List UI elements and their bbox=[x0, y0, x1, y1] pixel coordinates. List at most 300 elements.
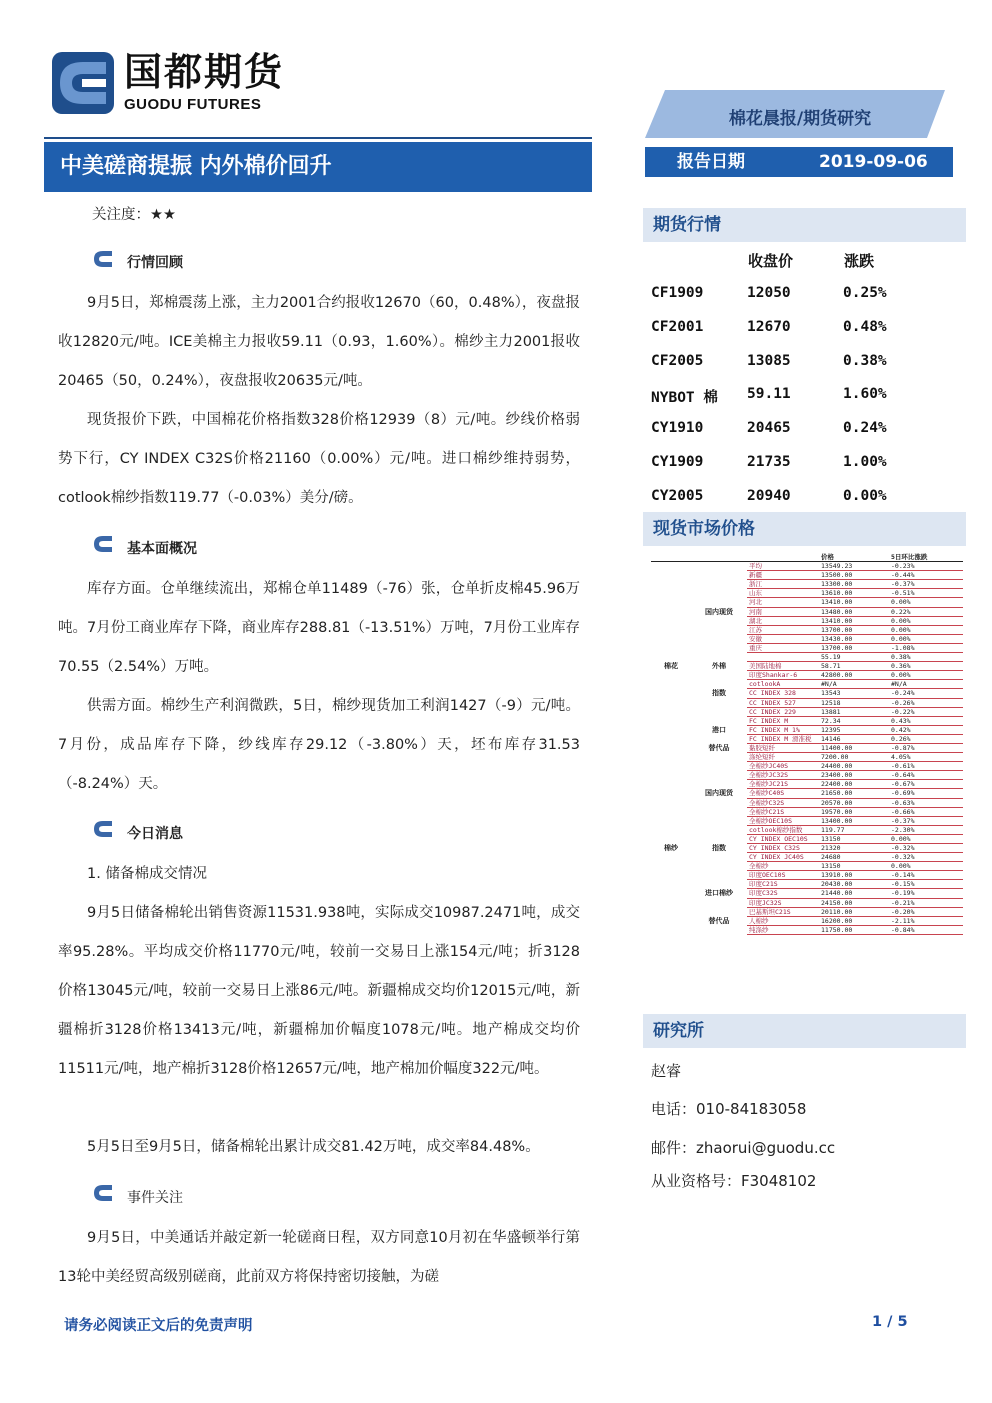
spot-item-name: 江苏 bbox=[747, 625, 819, 634]
spot-category bbox=[651, 643, 689, 652]
futures-code: CF2001 bbox=[651, 318, 704, 335]
futures-close: 12670 bbox=[747, 318, 791, 335]
section-title-news: 今日消息 bbox=[127, 826, 183, 842]
spot-change: 0.00% bbox=[889, 671, 963, 680]
spot-change: -0.23% bbox=[889, 562, 963, 571]
spot-group bbox=[689, 580, 747, 589]
spot-row bbox=[651, 880, 963, 889]
futures-close: 20465 bbox=[747, 420, 791, 437]
spot-group bbox=[689, 634, 747, 643]
spot-change: 0.22% bbox=[889, 607, 963, 616]
spot-item-name: 浙江 bbox=[747, 580, 819, 589]
spot-price: 13300.00 bbox=[819, 580, 889, 589]
spot-category bbox=[651, 653, 689, 662]
spot-group bbox=[689, 598, 747, 607]
futures-row bbox=[651, 488, 951, 508]
spot-item-name: 人棉纱 bbox=[747, 916, 819, 925]
spot-change: -0.26% bbox=[889, 698, 963, 707]
spot-category bbox=[651, 680, 689, 689]
spot-change: -0.32% bbox=[889, 844, 963, 853]
spot-item-name: 印度OEC10S bbox=[747, 871, 819, 880]
futures-row bbox=[651, 386, 951, 406]
spot-header-row bbox=[651, 553, 963, 562]
analyst-email: 邮件：zhaorui@guodu.cc bbox=[651, 1139, 836, 1157]
spot-item-name: 山东 bbox=[747, 589, 819, 598]
futures-col-change: 涨跌 bbox=[844, 252, 875, 270]
futures-row bbox=[651, 285, 951, 305]
spot-change: -0.51% bbox=[889, 589, 963, 598]
spot-price: 13549.23 bbox=[819, 562, 889, 571]
report-title: 中美磋商提振 内外棉价回升 bbox=[44, 142, 592, 192]
spot-category bbox=[651, 589, 689, 598]
spot-item-name: 湖北 bbox=[747, 616, 819, 625]
spot-row bbox=[651, 625, 963, 634]
futures-change: 1.60% bbox=[843, 386, 887, 403]
futures-row bbox=[651, 454, 951, 474]
spot-category bbox=[651, 689, 689, 698]
section-title-events: 事件关注 bbox=[127, 1190, 183, 1206]
spot-category bbox=[651, 798, 689, 807]
futures-change: 0.00% bbox=[843, 487, 887, 504]
spot-item-name: 涤纶短纤 bbox=[747, 753, 819, 762]
spot-change: -0.22% bbox=[889, 707, 963, 716]
spot-row bbox=[651, 680, 963, 689]
spot-price: 21320 bbox=[819, 844, 889, 853]
spot-category bbox=[651, 925, 689, 934]
spot-row bbox=[651, 907, 963, 916]
spot-row bbox=[651, 616, 963, 625]
spot-col-price: 价格 bbox=[819, 553, 889, 562]
spot-row bbox=[651, 689, 963, 698]
spot-item-name: 全棉纱JC21S bbox=[747, 780, 819, 789]
spot-price: 24400.00 bbox=[819, 762, 889, 771]
analyst-phone: 电话：010-84183058 bbox=[651, 1100, 807, 1118]
spot-item-name: 全棉纱JC40S bbox=[747, 762, 819, 771]
spot-change: -0.37% bbox=[889, 816, 963, 825]
spot-row bbox=[651, 562, 963, 571]
spot-row bbox=[651, 898, 963, 907]
spot-change: -0.67% bbox=[889, 780, 963, 789]
spot-change: 0.26% bbox=[889, 734, 963, 743]
spot-row bbox=[651, 662, 963, 671]
spot-change: -0.63% bbox=[889, 798, 963, 807]
spot-row bbox=[651, 834, 963, 843]
spot-price: 119.77 bbox=[819, 825, 889, 834]
guodu-logo-mark bbox=[52, 52, 114, 114]
spot-row bbox=[651, 780, 963, 789]
events-paragraph: 9月5日，中美通话并敲定新一轮磋商日程，双方同意10月初在华盛顿举行第13轮中美经贸高级别磋商，此前双方将保持密切接触，为磋 bbox=[58, 1230, 580, 1285]
spot-row bbox=[651, 653, 963, 662]
spot-price: 12518 bbox=[819, 698, 889, 707]
section-bullet-icon bbox=[92, 250, 114, 268]
spot-group bbox=[689, 925, 747, 934]
spot-item-name bbox=[747, 653, 819, 662]
spot-category bbox=[651, 616, 689, 625]
spot-heading: 现货市场价格 bbox=[643, 512, 966, 546]
spot-row bbox=[651, 753, 963, 762]
spot-group bbox=[689, 816, 747, 825]
spot-category bbox=[651, 598, 689, 607]
spot-group bbox=[689, 771, 747, 780]
spot-item-name: 美国陆地棉 bbox=[747, 662, 819, 671]
futures-change: 1.00% bbox=[843, 454, 887, 470]
futures-change: 0.38% bbox=[843, 352, 887, 369]
spot-price: 13881 bbox=[819, 707, 889, 716]
spot-change: -0.32% bbox=[889, 853, 963, 862]
spot-price-table bbox=[651, 553, 963, 1005]
spot-row bbox=[651, 762, 963, 771]
spot-price: 13480.00 bbox=[819, 607, 889, 616]
spot-category bbox=[651, 753, 689, 762]
news-subtitle: 1. 储备棉成交情况 bbox=[87, 866, 207, 882]
spot-price: 13500.00 bbox=[819, 571, 889, 580]
spot-row bbox=[651, 844, 963, 853]
spot-row bbox=[651, 571, 963, 580]
spot-row bbox=[651, 807, 963, 816]
spot-price: 20570.00 bbox=[819, 798, 889, 807]
header-rule bbox=[44, 137, 592, 139]
spot-group bbox=[689, 698, 747, 707]
report-date: 2019-09-06 bbox=[819, 152, 928, 172]
review-paragraph-1: 9月5日，郑棉震荡上涨，主力2001合约报收12670（60，0.48%），夜盘报收12820元/吨。ICE美棉主力报收59.11（0.93，1.60%）。棉纱主力2001报收20465（50，0.24%），夜盘报收20635元/吨。 bbox=[58, 295, 580, 389]
spot-group bbox=[689, 589, 747, 598]
spot-row bbox=[651, 771, 963, 780]
spot-change: -0.66% bbox=[889, 807, 963, 816]
spot-category bbox=[651, 880, 689, 889]
spot-category bbox=[651, 671, 689, 680]
spot-change: 4.05% bbox=[889, 753, 963, 762]
spot-item-name: 全棉纱C32S bbox=[747, 798, 819, 807]
spot-change: #N/A bbox=[889, 680, 963, 689]
futures-heading: 期货行情 bbox=[643, 208, 966, 242]
spot-change: -0.64% bbox=[889, 771, 963, 780]
spot-price: 14146 bbox=[819, 734, 889, 743]
spot-group bbox=[689, 853, 747, 862]
spot-group: 指数 bbox=[712, 689, 726, 698]
spot-row bbox=[651, 634, 963, 643]
spot-group bbox=[689, 880, 747, 889]
spot-price: 13610.00 bbox=[819, 589, 889, 598]
spot-change: -0.44% bbox=[889, 571, 963, 580]
spot-group: 进口棉纱 bbox=[705, 889, 733, 898]
spot-col-change: 5日环比涨跌 bbox=[889, 553, 963, 562]
spot-row bbox=[651, 580, 963, 589]
spot-category bbox=[651, 789, 689, 798]
spot-change: -0.21% bbox=[889, 898, 963, 907]
spot-change: -0.69% bbox=[889, 789, 963, 798]
spot-group bbox=[689, 734, 747, 743]
spot-category bbox=[651, 625, 689, 634]
spot-price: 55.19 bbox=[819, 653, 889, 662]
spot-item-name: 平均 bbox=[747, 562, 819, 571]
spot-group: 国内现货 bbox=[705, 789, 733, 798]
spot-price: 13430.00 bbox=[819, 634, 889, 643]
spot-change: -0.84% bbox=[889, 925, 963, 934]
futures-code: CY2005 bbox=[651, 487, 704, 504]
spot-category bbox=[651, 707, 689, 716]
spot-change: -2.30% bbox=[889, 825, 963, 834]
section-bullet-icon bbox=[92, 535, 114, 553]
spot-item-name: 重庆 bbox=[747, 643, 819, 652]
spot-row bbox=[651, 643, 963, 652]
spot-category bbox=[651, 816, 689, 825]
spot-category bbox=[651, 898, 689, 907]
spot-row bbox=[651, 889, 963, 898]
spot-group bbox=[689, 834, 747, 843]
spot-change: 0.00% bbox=[889, 625, 963, 634]
spot-item-name: 全棉纱JC32S bbox=[747, 771, 819, 780]
futures-close: 20940 bbox=[747, 487, 791, 504]
spot-group bbox=[689, 871, 747, 880]
spot-change: 0.00% bbox=[889, 616, 963, 625]
spot-row bbox=[651, 589, 963, 598]
spot-price: 42800.00 bbox=[819, 671, 889, 680]
spot-row bbox=[651, 725, 963, 734]
spot-row bbox=[651, 707, 963, 716]
spot-row bbox=[651, 607, 963, 616]
spot-row bbox=[651, 598, 963, 607]
spot-row bbox=[651, 871, 963, 880]
futures-close: 12050 bbox=[747, 285, 791, 301]
spot-category bbox=[651, 743, 689, 752]
spot-category bbox=[651, 580, 689, 589]
spot-group bbox=[689, 762, 747, 771]
spot-category bbox=[651, 862, 689, 871]
spot-item-name: 全棉纱OEC10S bbox=[747, 816, 819, 825]
spot-category bbox=[651, 607, 689, 616]
spot-group: 外棉 bbox=[712, 662, 726, 671]
spot-row bbox=[651, 671, 963, 680]
futures-code: CY1910 bbox=[651, 420, 704, 437]
spot-price: #N/A bbox=[819, 680, 889, 689]
spot-item-name: cotlookA bbox=[747, 680, 819, 689]
spot-price: 20110.00 bbox=[819, 907, 889, 916]
spot-group bbox=[689, 753, 747, 762]
spot-row bbox=[651, 789, 963, 798]
spot-group bbox=[689, 862, 747, 871]
spot-item-name: 印度C21S bbox=[747, 880, 819, 889]
spot-price: 13700.00 bbox=[819, 643, 889, 652]
spot-category bbox=[651, 634, 689, 643]
spot-change: -0.87% bbox=[889, 743, 963, 752]
spot-group bbox=[689, 898, 747, 907]
spot-price: 13400.00 bbox=[819, 816, 889, 825]
spot-change: -0.24% bbox=[889, 689, 963, 698]
section-title-fundamentals: 基本面概况 bbox=[127, 541, 197, 557]
futures-change: 0.25% bbox=[843, 285, 887, 301]
spot-item-name: 纯涤纱 bbox=[747, 925, 819, 934]
spot-price: 22400.00 bbox=[819, 780, 889, 789]
spot-change: -0.61% bbox=[889, 762, 963, 771]
futures-change: 0.48% bbox=[843, 318, 887, 335]
spot-category bbox=[651, 853, 689, 862]
spot-price: 58.71 bbox=[819, 662, 889, 671]
spot-group bbox=[689, 707, 747, 716]
spot-item-name: 河北 bbox=[747, 598, 819, 607]
spot-row bbox=[651, 716, 963, 725]
spot-change: -0.15% bbox=[889, 880, 963, 889]
spot-price: 13150 bbox=[819, 862, 889, 871]
spot-category bbox=[651, 825, 689, 834]
spot-price: 21650.00 bbox=[819, 789, 889, 798]
spot-item-name: 巴基斯坦C21S bbox=[747, 907, 819, 916]
spot-item-name: 河南 bbox=[747, 607, 819, 616]
futures-code: NYBOT 棉 bbox=[651, 390, 718, 407]
spot-item-name: 黏胶短纤 bbox=[747, 743, 819, 752]
spot-item-name: 全棉纱 bbox=[747, 862, 819, 871]
spot-price: 72.34 bbox=[819, 716, 889, 725]
spot-price: 16200.00 bbox=[819, 916, 889, 925]
spot-price: 11400.00 bbox=[819, 743, 889, 752]
spot-row bbox=[651, 825, 963, 834]
spot-change: 0.38% bbox=[889, 653, 963, 662]
spot-price: 19570.00 bbox=[819, 807, 889, 816]
spot-change: 0.00% bbox=[889, 834, 963, 843]
spot-item-name: CC INDEX 229 bbox=[747, 707, 819, 716]
spot-category bbox=[651, 871, 689, 880]
spot-group bbox=[689, 616, 747, 625]
spot-group bbox=[689, 807, 747, 816]
spot-group bbox=[689, 716, 747, 725]
company-name-en: GUODU FUTURES bbox=[124, 96, 262, 113]
spot-item-name: 印度Shankar-6 bbox=[747, 671, 819, 680]
futures-code: CF1909 bbox=[651, 285, 704, 301]
spot-price: 21440.00 bbox=[819, 889, 889, 898]
research-heading: 研究所 bbox=[643, 1014, 966, 1048]
report-date-label: 报告日期 bbox=[677, 152, 745, 172]
spot-group bbox=[689, 625, 747, 634]
spot-item-name: FC INDEX M bbox=[747, 716, 819, 725]
spot-row bbox=[651, 698, 963, 707]
spot-group: 港口 bbox=[712, 725, 726, 734]
spot-category bbox=[651, 762, 689, 771]
spot-row bbox=[651, 862, 963, 871]
spot-change: 0.00% bbox=[889, 634, 963, 643]
spot-price: 7200.00 bbox=[819, 753, 889, 762]
spot-row bbox=[651, 798, 963, 807]
spot-category bbox=[651, 780, 689, 789]
spot-group: 替代品 bbox=[708, 743, 730, 752]
spot-group: 国内现货 bbox=[705, 607, 733, 616]
spot-price: 13910.00 bbox=[819, 871, 889, 880]
spot-category bbox=[651, 889, 689, 898]
spot-item-name: 印度JC32S bbox=[747, 898, 819, 907]
spot-item-name: 新疆 bbox=[747, 571, 819, 580]
company-name-cn: 国都期货 bbox=[124, 50, 285, 94]
spot-item-name: 印度C32S bbox=[747, 889, 819, 898]
spot-change: 0.00% bbox=[889, 598, 963, 607]
spot-group bbox=[689, 680, 747, 689]
spot-change: -0.14% bbox=[889, 871, 963, 880]
spot-price: 13150 bbox=[819, 834, 889, 843]
spot-price: 13543 bbox=[819, 689, 889, 698]
spot-row bbox=[651, 853, 963, 862]
spot-category bbox=[651, 725, 689, 734]
spot-price: 13410.00 bbox=[819, 598, 889, 607]
spot-item-name: FC INDEX M 1% bbox=[747, 725, 819, 734]
spot-group bbox=[689, 907, 747, 916]
spot-category bbox=[651, 734, 689, 743]
spot-change: -0.20% bbox=[889, 907, 963, 916]
spot-category bbox=[651, 916, 689, 925]
spot-group bbox=[689, 780, 747, 789]
futures-row bbox=[651, 353, 951, 373]
spot-item-name: FC INDEX M 滑准税 bbox=[747, 734, 819, 743]
spot-category bbox=[651, 571, 689, 580]
review-paragraph-2: 现货报价下跌，中国棉花价格指数328价格12939（8）元/吨。纱线价格弱势下行，CY INDEX C32S价格21160（0.00%）元/吨。进口棉纱维持弱势，cotlook棉纱指数119.77（-0.03%）美分/磅。 bbox=[58, 412, 580, 506]
spot-group bbox=[689, 643, 747, 652]
spot-price: 24680 bbox=[819, 853, 889, 862]
spot-row bbox=[651, 743, 963, 752]
disclaimer-note: 请务必阅读正文后的免责声明 bbox=[64, 1318, 253, 1334]
spot-change: -1.08% bbox=[889, 643, 963, 652]
futures-row bbox=[651, 319, 951, 339]
spot-item-name: CC INDEX 527 bbox=[747, 698, 819, 707]
spot-group bbox=[689, 671, 747, 680]
spot-item-name: CY INDEX OEC10S bbox=[747, 834, 819, 843]
spot-change: 0.36% bbox=[889, 662, 963, 671]
section-title-review: 行情回顾 bbox=[127, 255, 183, 271]
futures-code: CF2005 bbox=[651, 352, 704, 369]
spot-group: 替代品 bbox=[708, 916, 730, 925]
spot-item-name: 安徽 bbox=[747, 634, 819, 643]
spot-group bbox=[689, 562, 747, 571]
spot-change: 0.43% bbox=[889, 716, 963, 725]
spot-price: 13700.00 bbox=[819, 625, 889, 634]
spot-change: -2.11% bbox=[889, 916, 963, 925]
spot-price: 12395 bbox=[819, 725, 889, 734]
spot-change: -0.19% bbox=[889, 889, 963, 898]
spot-change: 0.42% bbox=[889, 725, 963, 734]
futures-code: CY1909 bbox=[651, 454, 704, 470]
spot-group bbox=[689, 653, 747, 662]
section-bullet-icon bbox=[92, 1184, 114, 1202]
spot-item-name: 全棉纱C21S bbox=[747, 807, 819, 816]
futures-close: 21735 bbox=[747, 454, 791, 470]
analyst-license: 从业资格号：F3048102 bbox=[651, 1172, 817, 1190]
report-date-bar bbox=[645, 147, 953, 177]
spot-row bbox=[651, 734, 963, 743]
futures-close: 13085 bbox=[747, 352, 791, 369]
spot-category bbox=[651, 716, 689, 725]
section-bullet-icon bbox=[92, 820, 114, 838]
spot-price: 23400.00 bbox=[819, 771, 889, 780]
fundamentals-paragraph-1: 库存方面。仓单继续流出，郑棉仓单11489（-76）张，仓单折皮棉45.96万吨。7月份工商业库存下降，商业库存288.81（-13.51%）万吨，7月份工业库存70.55（2.54%）万吨。 bbox=[58, 581, 580, 675]
spot-item-name: CY INDEX JC40S bbox=[747, 853, 819, 862]
spot-price: 11750.00 bbox=[819, 925, 889, 934]
spot-group bbox=[689, 571, 747, 580]
futures-close: 59.11 bbox=[747, 386, 791, 403]
news-paragraph-1: 9月5日储备棉轮出销售资源11531.938吨，实际成交10987.2471吨，成交率95.28%。平均成交价格11770元/吨，较前一交易日上涨154元/吨；折3128价格13045元/吨，较前一交易日上涨86元/吨。新疆棉成交均价12015元/吨，新疆棉折3128价格13413元/吨，新疆棉加价幅度1078元/吨。地产棉成交均价11511元/吨，地产棉折3128价格12657元/吨，地产棉加价幅度322元/吨。 bbox=[58, 905, 580, 1077]
futures-col-close: 收盘价 bbox=[748, 252, 794, 270]
spot-category: 棉纱 bbox=[664, 844, 678, 852]
spot-category bbox=[651, 771, 689, 780]
page-number: 1 / 5 bbox=[872, 1314, 908, 1330]
spot-item-name: CC INDEX 328 bbox=[747, 689, 819, 698]
spot-category bbox=[651, 698, 689, 707]
spot-change: 0.00% bbox=[889, 862, 963, 871]
spot-price: 20430.00 bbox=[819, 880, 889, 889]
spot-category bbox=[651, 834, 689, 843]
analyst-name: 赵睿 bbox=[651, 1062, 682, 1080]
spot-category bbox=[651, 562, 689, 571]
futures-row bbox=[651, 420, 951, 440]
spot-price: 13410.00 bbox=[819, 616, 889, 625]
spot-row bbox=[651, 816, 963, 825]
spot-group bbox=[689, 798, 747, 807]
report-category: 棉花晨报/期货研究 bbox=[728, 109, 872, 129]
spot-category: 棉花 bbox=[664, 662, 678, 671]
